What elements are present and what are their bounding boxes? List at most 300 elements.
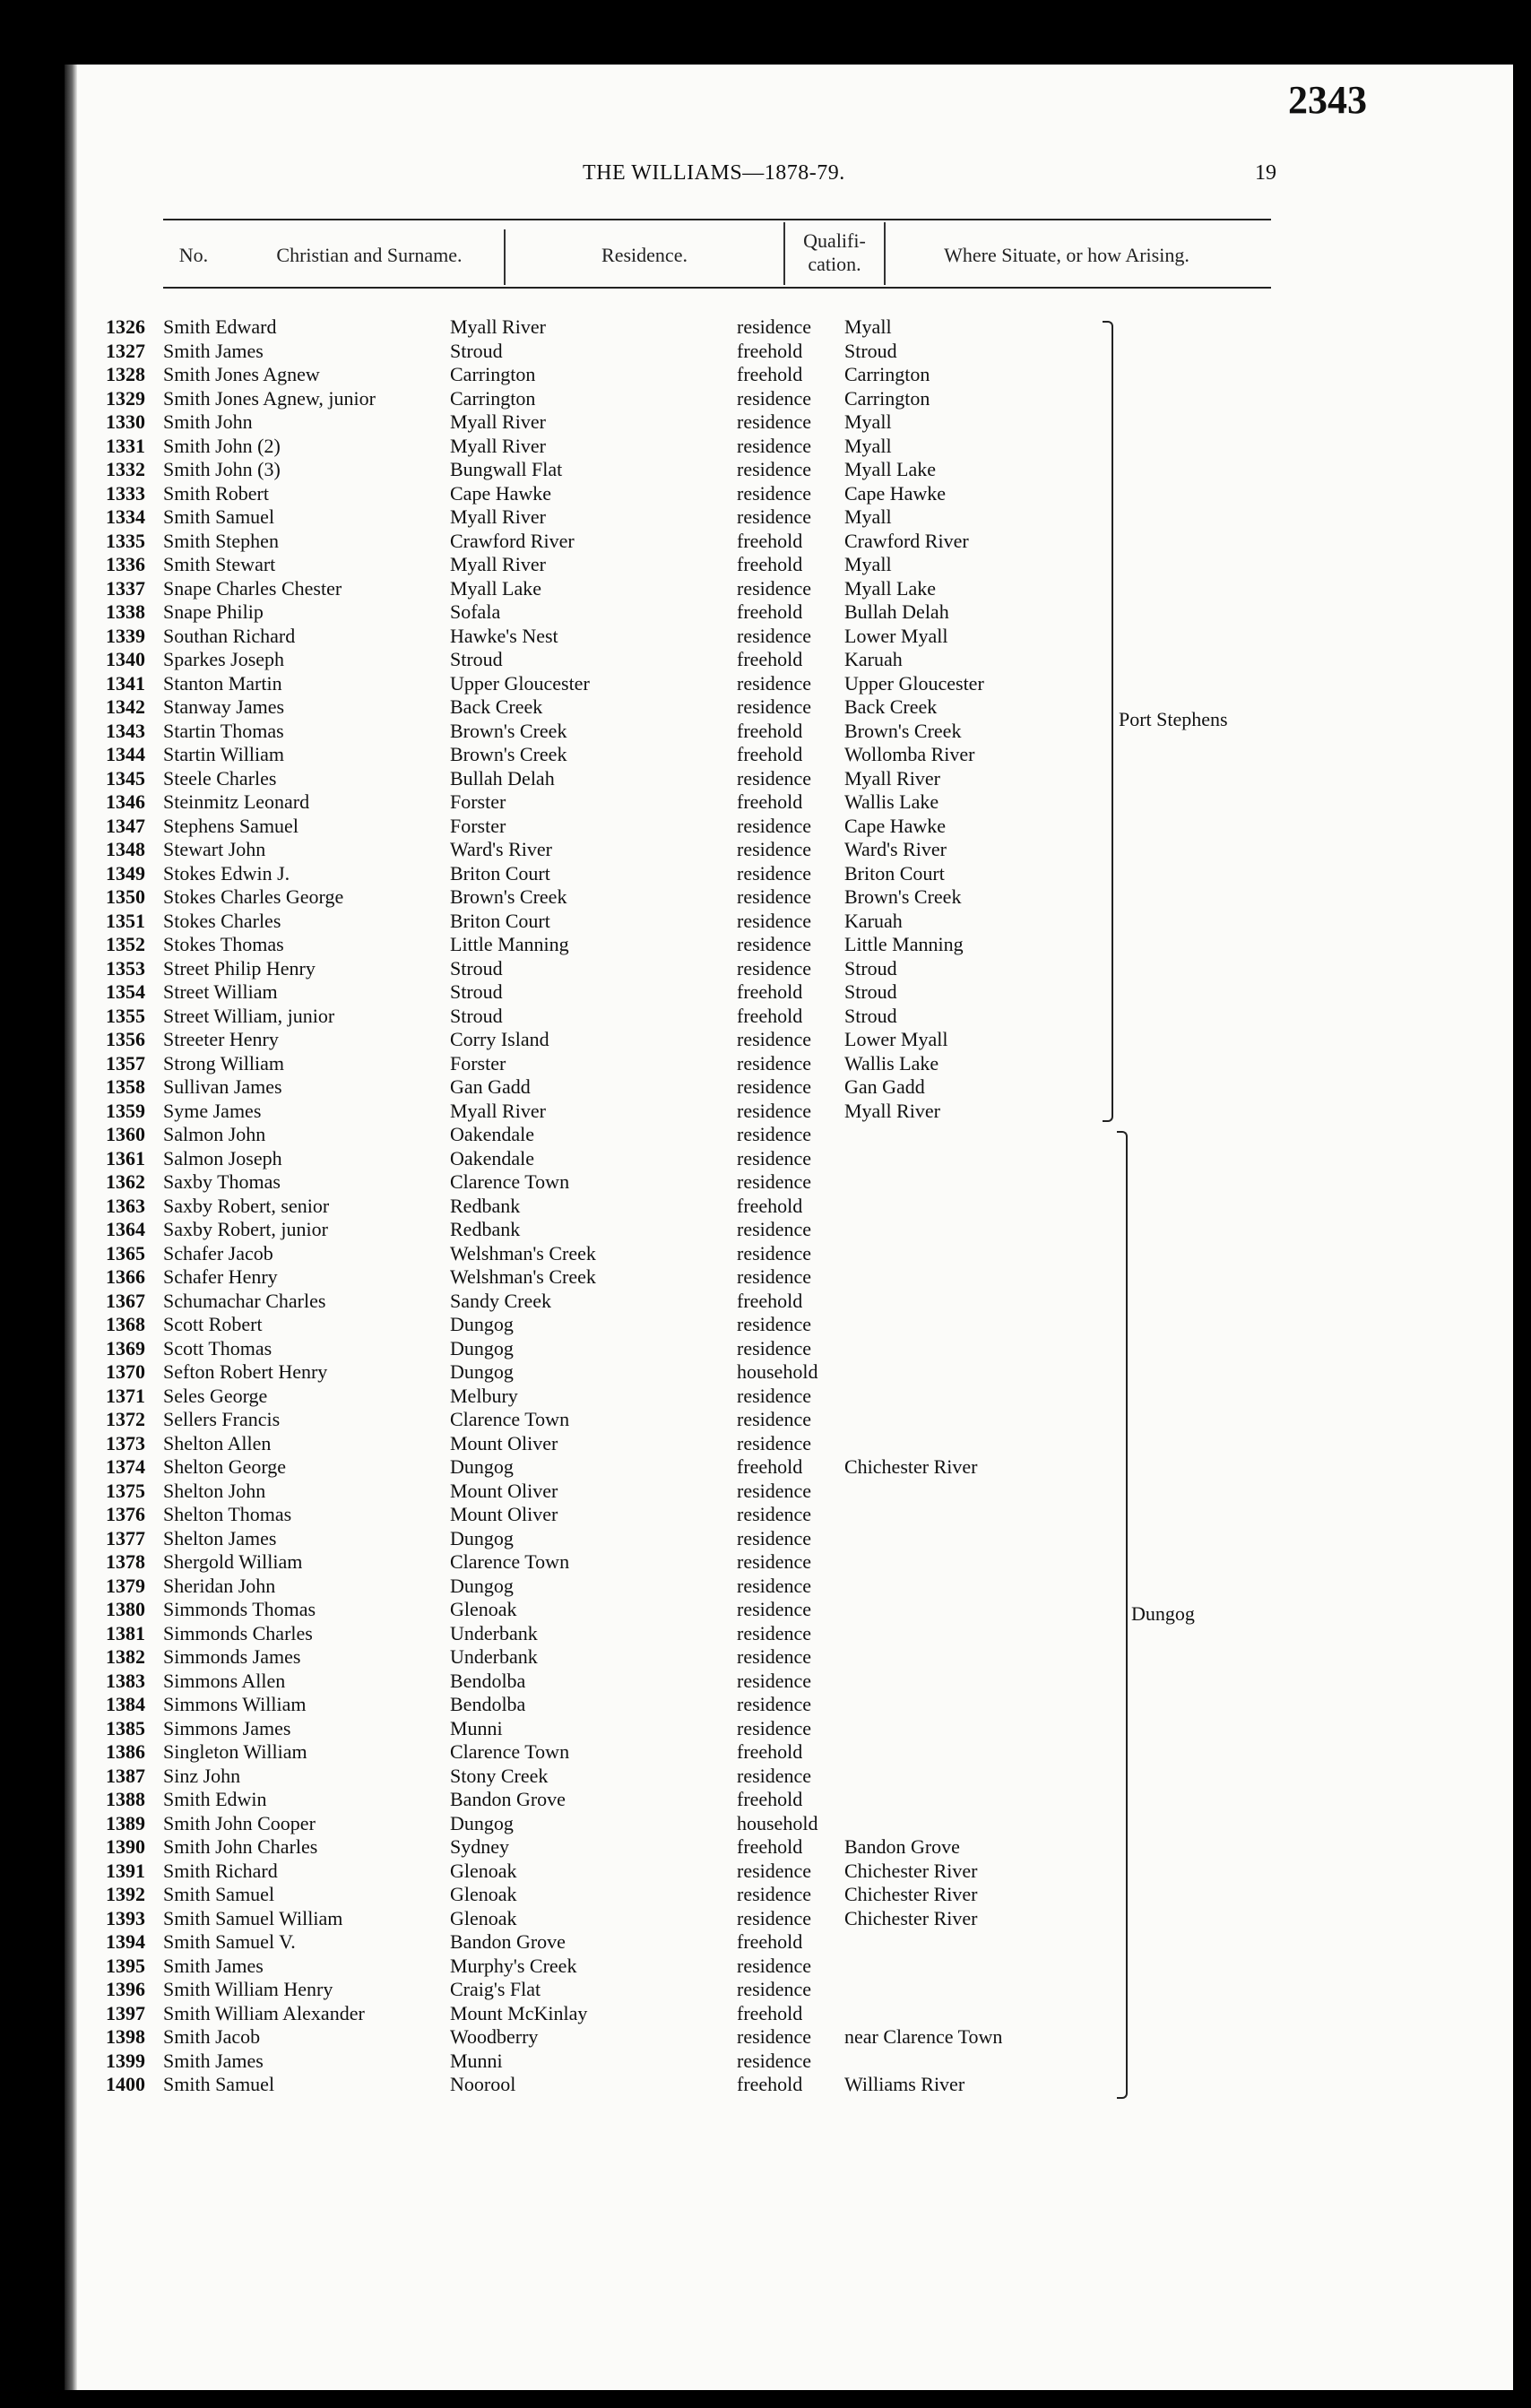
cell-number: 1361: [106, 1146, 145, 1169]
cell-where-situate: Cape Hawke: [844, 814, 947, 837]
cell-where-situate: Myall: [844, 410, 892, 433]
cell-qualification: residence: [737, 695, 812, 718]
cell-number: 1345: [106, 766, 145, 790]
cell-name: Stokes Charles George: [163, 885, 344, 908]
table-row: [0, 648, 1449, 672]
cell-residence: Carrington: [450, 386, 536, 410]
cell-name: Southan Richard: [163, 624, 296, 647]
table-row: [0, 1693, 1449, 1717]
cell-qualification: residence: [737, 1075, 812, 1098]
cell-qualification: residence: [737, 885, 812, 908]
table-row: [0, 743, 1449, 767]
cell-name: Smith John (2): [163, 434, 281, 457]
cell-residence: Munni: [450, 2049, 503, 2072]
cell-number: 1344: [106, 743, 145, 765]
cell-number: 1330: [106, 410, 145, 433]
cell-qualification: freehold: [737, 743, 803, 765]
table-row: [0, 363, 1449, 387]
cell-residence: Underbank: [450, 1621, 538, 1644]
cell-residence: Sydney: [450, 1835, 509, 1858]
cell-name: Simmons William: [163, 1693, 307, 1715]
cell-qualification: residence: [737, 1028, 812, 1050]
cell-number: 1395: [106, 1954, 145, 1977]
table-row: [0, 1622, 1449, 1646]
district-bracket-port-stephens-upper: [1103, 321, 1113, 721]
cell-number: 1366: [106, 1265, 145, 1288]
cell-name: Smith James: [163, 339, 264, 362]
cell-where-situate: Myall Lake: [844, 458, 937, 480]
cell-qualification: residence: [737, 1384, 812, 1407]
cell-qualification: residence: [737, 2025, 812, 2048]
cell-residence: Mount McKinlay: [450, 2001, 588, 2024]
cell-residence: Redbank: [450, 1218, 521, 1240]
cell-number: 1388: [106, 1788, 145, 1810]
cell-name: Smith Jones Agnew: [163, 363, 320, 385]
cell-where-situate: Wollomba River: [844, 743, 975, 765]
cell-name: Smith Samuel: [163, 1883, 275, 1905]
cell-number: 1379: [106, 1574, 145, 1597]
cell-qualification: freehold: [737, 363, 803, 385]
cell-name: Simmonds Thomas: [163, 1598, 316, 1620]
cell-number: 1394: [106, 1930, 145, 1953]
cell-where-situate: Myall: [844, 553, 892, 575]
table-row: [0, 1147, 1449, 1171]
column-header-no: No.: [178, 244, 209, 266]
cell-number: 1386: [106, 1740, 145, 1763]
cell-where-situate: Crawford River: [844, 529, 969, 552]
cell-name: Sheridan John: [163, 1574, 276, 1597]
cell-number: 1378: [106, 1550, 145, 1573]
cell-residence: Dungog: [450, 1574, 514, 1597]
cell-where-situate: Stroud: [844, 980, 897, 1003]
table-row: [0, 1480, 1449, 1504]
cell-qualification: residence: [737, 1669, 812, 1692]
table-row: [0, 1978, 1449, 2002]
cell-name: Smith Samuel William: [163, 1906, 343, 1929]
table-row: [0, 1195, 1449, 1219]
cell-number: 1367: [106, 1289, 145, 1312]
cell-name: Smith Stephen: [163, 529, 279, 552]
table-row: [0, 815, 1449, 839]
cell-number: 1350: [106, 885, 145, 908]
cell-residence: Glenoak: [450, 1906, 517, 1929]
cell-qualification: residence: [737, 1550, 812, 1573]
cell-number: 1337: [106, 576, 145, 600]
cell-number: 1359: [106, 1099, 145, 1122]
table-row: [0, 1100, 1449, 1124]
cell-number: 1374: [106, 1455, 145, 1478]
cell-where-situate: Lower Myall: [844, 1028, 948, 1050]
cell-number: 1371: [106, 1384, 145, 1407]
table-row: [0, 862, 1449, 886]
cell-name: Smith William Alexander: [163, 2001, 365, 2024]
cell-qualification: residence: [737, 1336, 812, 1359]
cell-number: 1363: [106, 1194, 145, 1217]
cell-qualification: residence: [737, 1170, 812, 1193]
cell-qualification: freehold: [737, 648, 803, 670]
table-row: [0, 1432, 1449, 1456]
cell-number: 1348: [106, 838, 145, 860]
cell-name: Steele Charles: [163, 766, 277, 790]
table-row: [0, 1860, 1449, 1884]
page-title: THE WILLIAMS—1878-79.: [583, 161, 845, 185]
cell-number: 1356: [106, 1028, 145, 1050]
cell-name: Seles George: [163, 1384, 268, 1407]
cell-qualification: freehold: [737, 2001, 803, 2024]
cell-name: Scott Robert: [163, 1313, 263, 1335]
cell-number: 1338: [106, 600, 145, 623]
cell-name: Stokes Charles: [163, 909, 281, 932]
cell-residence: Dungog: [450, 1360, 514, 1383]
cell-residence: Mount Oliver: [450, 1479, 558, 1502]
cell-name: Stokes Edwin J.: [163, 861, 290, 885]
cell-qualification: residence: [737, 624, 812, 647]
table-row: [0, 1005, 1449, 1029]
column-header-qualification-line2: cation.: [808, 253, 861, 275]
table-row: [0, 672, 1449, 696]
cell-residence: Bendolba: [450, 1693, 526, 1715]
cell-qualification: freehold: [737, 1930, 803, 1953]
table-row: [0, 1265, 1449, 1290]
cell-where-situate: Carrington: [844, 363, 930, 385]
cell-number: 1332: [106, 458, 145, 480]
cell-qualification: residence: [737, 576, 812, 600]
cell-qualification: freehold: [737, 339, 803, 362]
cell-qualification: residence: [737, 2049, 812, 2072]
cell-qualification: residence: [737, 1693, 812, 1715]
table-row: [0, 1717, 1449, 1741]
cell-name: Simmonds Charles: [163, 1621, 313, 1644]
cell-where-situate: Brown's Creek: [844, 885, 962, 908]
table-row: [0, 1075, 1449, 1100]
cell-name: Streeter Henry: [163, 1028, 279, 1050]
cell-residence: Oakendale: [450, 1146, 535, 1169]
cell-residence: Bullah Delah: [450, 766, 555, 790]
cell-where-situate: Myall: [844, 315, 892, 338]
cell-name: Smith Samuel: [163, 2073, 275, 2095]
table-row: [0, 625, 1449, 649]
cell-number: 1326: [106, 315, 145, 338]
cell-qualification: residence: [737, 1146, 812, 1169]
cell-number: 1349: [106, 861, 145, 885]
column-header-qualification-line1: Qualifi-: [803, 229, 866, 252]
cell-number: 1376: [106, 1503, 145, 1525]
cell-qualification: residence: [737, 315, 812, 338]
table-row: [0, 1883, 1449, 1907]
cell-where-situate: Chichester River: [844, 1883, 978, 1905]
cell-name: Smith John (3): [163, 458, 281, 480]
table-row: [0, 1835, 1449, 1860]
cell-qualification: residence: [737, 1526, 812, 1549]
cell-number: 1370: [106, 1360, 145, 1383]
table-row: [0, 1313, 1449, 1337]
cell-residence: Carrington: [450, 363, 536, 385]
column-header-where: Where Situate, or how Arising.: [944, 244, 1189, 266]
cell-residence: Briton Court: [450, 861, 550, 885]
cell-name: Shelton George: [163, 1455, 287, 1478]
table-row: [0, 553, 1449, 577]
cell-residence: Brown's Creek: [450, 743, 567, 765]
table-row: [0, 1955, 1449, 1979]
cell-where-situate: Little Manning: [844, 933, 964, 955]
cell-where-situate: Chichester River: [844, 1455, 978, 1478]
cell-name: Simmonds James: [163, 1645, 301, 1668]
cell-where-situate: Wallis Lake: [844, 1051, 939, 1075]
cell-qualification: residence: [737, 766, 812, 790]
cell-name: Smith Robert: [163, 481, 269, 505]
cell-number: 1343: [106, 719, 145, 742]
table-row: [0, 505, 1449, 530]
table-row: [0, 1575, 1449, 1599]
table-row: [0, 2002, 1449, 2026]
cell-number: 1339: [106, 624, 145, 647]
cell-name: Stephens Samuel: [163, 814, 298, 837]
cell-number: 1360: [106, 1123, 145, 1145]
cell-name: Simmons Allen: [163, 1669, 286, 1692]
cell-name: Schumachar Charles: [163, 1289, 326, 1312]
cell-residence: Redbank: [450, 1194, 521, 1217]
cell-residence: Stroud: [450, 648, 503, 670]
cell-residence: Myall River: [450, 315, 546, 338]
cell-residence: Brown's Creek: [450, 885, 567, 908]
cell-residence: Gan Gadd: [450, 1075, 531, 1098]
cell-number: 1392: [106, 1883, 145, 1905]
cell-qualification: residence: [737, 1408, 812, 1430]
cell-name: Salmon Joseph: [163, 1146, 282, 1169]
cell-residence: Stony Creek: [450, 1764, 549, 1787]
cell-qualification: residence: [737, 1906, 812, 1929]
cell-name: Salmon John: [163, 1123, 266, 1145]
cell-residence: Murphy's Creek: [450, 1954, 577, 1977]
table-row: [0, 458, 1449, 482]
cell-number: 1329: [106, 386, 145, 410]
cell-residence: Dungog: [450, 1336, 514, 1359]
cell-number: 1355: [106, 1004, 145, 1027]
cell-residence: Bendolba: [450, 1669, 526, 1692]
cell-residence: Woodberry: [450, 2025, 539, 2048]
cell-where-situate: Myall: [844, 434, 892, 457]
cell-number: 1380: [106, 1598, 145, 1620]
cell-number: 1362: [106, 1170, 145, 1193]
table-row: [0, 1645, 1449, 1670]
cell-name: Smith Samuel: [163, 505, 275, 528]
cell-qualification: residence: [737, 1503, 812, 1525]
cell-where-situate: Bandon Grove: [844, 1835, 960, 1858]
table-row: [0, 1550, 1449, 1575]
cell-qualification: residence: [737, 410, 812, 433]
cell-qualification: residence: [737, 1764, 812, 1787]
cell-qualification: freehold: [737, 1004, 803, 1027]
cell-qualification: freehold: [737, 1289, 803, 1312]
cell-qualification: residence: [737, 386, 812, 410]
table-row: [0, 695, 1449, 720]
cell-residence: Glenoak: [450, 1859, 517, 1882]
cell-residence: Briton Court: [450, 909, 550, 932]
cell-residence: Mount Oliver: [450, 1503, 558, 1525]
cell-where-situate: Back Creek: [844, 695, 938, 718]
cell-name: Sefton Robert Henry: [163, 1360, 328, 1383]
cell-number: 1377: [106, 1526, 145, 1549]
cell-residence: Hawke's Nest: [450, 624, 558, 647]
table-row: [0, 1170, 1449, 1195]
cell-where-situate: Briton Court: [844, 861, 945, 885]
table-row: [0, 838, 1449, 862]
cell-qualification: residence: [737, 1621, 812, 1644]
cell-residence: Underbank: [450, 1645, 538, 1668]
table-row: [0, 600, 1449, 625]
cell-name: Schafer Henry: [163, 1265, 278, 1288]
cell-name: Shergold William: [163, 1550, 303, 1573]
cell-number: 1340: [106, 648, 145, 670]
cell-name: Snape Philip: [163, 600, 264, 623]
table-row: [0, 482, 1449, 506]
cell-residence: Upper Gloucester: [450, 671, 590, 695]
header-bottom-rule: [163, 287, 1271, 289]
cell-where-situate: Wallis Lake: [844, 790, 939, 813]
voter-table-body: [0, 315, 1449, 2097]
table-row: [0, 340, 1449, 364]
cell-name: Smith Jones Agnew, junior: [163, 386, 376, 410]
cell-qualification: residence: [737, 1123, 812, 1145]
cell-qualification: freehold: [737, 1740, 803, 1763]
cell-name: Singleton William: [163, 1740, 307, 1763]
cell-name: Smith Jacob: [163, 2025, 261, 2048]
cell-qualification: residence: [737, 505, 812, 528]
cell-name: Smith Edward: [163, 315, 277, 338]
cell-where-situate: Chichester River: [844, 1906, 978, 1929]
cell-name: Street Philip Henry: [163, 956, 316, 980]
cell-qualification: freehold: [737, 1788, 803, 1810]
cell-qualification: freehold: [737, 790, 803, 813]
cell-residence: Sofala: [450, 600, 501, 623]
table-row: [0, 1455, 1449, 1480]
cell-residence: Stroud: [450, 339, 503, 362]
cell-name: Shelton Thomas: [163, 1503, 292, 1525]
cell-residence: Cape Hawke: [450, 481, 552, 505]
cell-residence: Little Manning: [450, 933, 569, 955]
cell-number: 1336: [106, 553, 145, 575]
table-row: [0, 1242, 1449, 1266]
cell-number: 1387: [106, 1764, 145, 1787]
table-row: [0, 980, 1449, 1005]
cell-number: 1384: [106, 1693, 145, 1715]
cell-qualification: residence: [737, 956, 812, 980]
cell-qualification: residence: [737, 1883, 812, 1905]
table-row: [0, 2025, 1449, 2050]
cell-name: Saxby Thomas: [163, 1170, 281, 1193]
cell-where-situate: Myall River: [844, 1099, 940, 1122]
cell-number: 1347: [106, 814, 145, 837]
cell-where-situate: Carrington: [844, 386, 930, 410]
cell-residence: Clarence Town: [450, 1550, 570, 1573]
cell-qualification: household: [737, 1811, 818, 1834]
cell-number: 1397: [106, 2001, 145, 2024]
cell-where-situate: Gan Gadd: [844, 1075, 925, 1098]
column-header-name: Christian and Surname.: [276, 244, 463, 266]
cell-name: Scott Thomas: [163, 1336, 272, 1359]
table-row: [0, 387, 1449, 411]
cell-residence: Glenoak: [450, 1883, 517, 1905]
cell-where-situate: Ward's River: [844, 838, 947, 860]
cell-where-situate: Brown's Creek: [844, 719, 962, 742]
cell-number: 1354: [106, 980, 145, 1003]
cell-qualification: residence: [737, 1574, 812, 1597]
table-row: [0, 957, 1449, 981]
cell-residence: Stroud: [450, 956, 503, 980]
cell-where-situate: Stroud: [844, 956, 897, 980]
column-header-residence: Residence.: [601, 244, 688, 266]
table-row: [0, 1385, 1449, 1409]
cell-number: 1391: [106, 1859, 145, 1882]
cell-number: 1346: [106, 790, 145, 813]
district-bracket-dungog-lower: [1117, 1613, 1128, 2099]
table-row: [0, 1123, 1449, 1147]
cell-residence: Forster: [450, 814, 506, 837]
cell-residence: Oakendale: [450, 1123, 535, 1145]
cell-number: 1389: [106, 1811, 145, 1834]
table-row: [0, 1218, 1449, 1242]
cell-number: 1342: [106, 695, 145, 718]
cell-qualification: residence: [737, 458, 812, 480]
cell-number: 1382: [106, 1645, 145, 1668]
cell-qualification: residence: [737, 838, 812, 860]
cell-qualification: residence: [737, 1051, 812, 1075]
cell-number: 1375: [106, 1479, 145, 1502]
cell-residence: Craig's Flat: [450, 1978, 541, 2000]
cell-name: Stanway James: [163, 695, 285, 718]
cell-number: 1400: [106, 2073, 145, 2095]
cell-residence: Myall Lake: [450, 576, 542, 600]
cell-number: 1365: [106, 1241, 145, 1264]
cell-name: Sellers Francis: [163, 1408, 281, 1430]
district-bracket-port-stephens-lower: [1103, 719, 1113, 1122]
page-number: 19: [1255, 161, 1276, 185]
table-row: [0, 1670, 1449, 1694]
cell-qualification: residence: [737, 861, 812, 885]
cell-where-situate: Bullah Delah: [844, 600, 949, 623]
cell-qualification: residence: [737, 1598, 812, 1620]
table-row: [0, 410, 1449, 435]
cell-name: Sinz John: [163, 1764, 241, 1787]
cell-qualification: residence: [737, 909, 812, 932]
cell-qualification: freehold: [737, 1835, 803, 1858]
cell-residence: Myall River: [450, 410, 546, 433]
table-row: [0, 1028, 1449, 1052]
cell-number: 1328: [106, 363, 145, 385]
cell-name: Shelton Allen: [163, 1431, 272, 1454]
cell-residence: Welshman's Creek: [450, 1241, 596, 1264]
cell-residence: Dungog: [450, 1313, 514, 1335]
cell-qualification: residence: [737, 1954, 812, 1977]
cell-name: Saxby Robert, senior: [163, 1194, 330, 1217]
cell-residence: Dungog: [450, 1526, 514, 1549]
cell-name: Strong William: [163, 1051, 284, 1075]
table-row: [0, 1598, 1449, 1622]
table-row: [0, 1052, 1449, 1076]
cell-qualification: residence: [737, 481, 812, 505]
table-row: [0, 1408, 1449, 1432]
cell-residence: Brown's Creek: [450, 719, 567, 742]
table-row: [0, 1740, 1449, 1765]
cell-name: Smith Edwin: [163, 1788, 267, 1810]
cell-qualification: freehold: [737, 553, 803, 575]
table-row: [0, 1765, 1449, 1789]
cell-qualification: residence: [737, 1218, 812, 1240]
cell-qualification: residence: [737, 1645, 812, 1668]
table-row: [0, 885, 1449, 910]
cell-name: Saxby Robert, junior: [163, 1218, 328, 1240]
cell-name: Smith James: [163, 2049, 264, 2072]
